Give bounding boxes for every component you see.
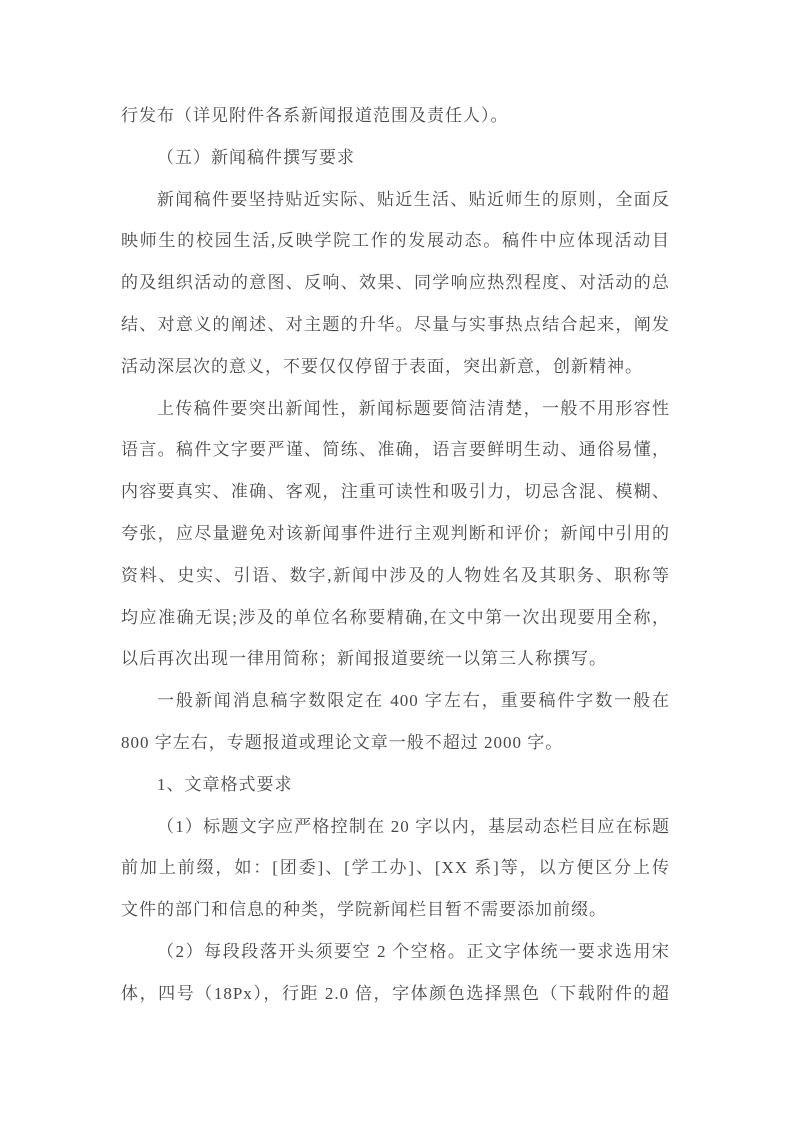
text-line: 前加上前缀，如：[团委]、[学工办]、[XX 系]等，以方便区分上传 [121, 858, 670, 878]
text-line: 文件的部门和信息的种类，学院新闻栏目暂不需要添加前缀。 [121, 900, 607, 920]
text-line: 映师生的校园生活,反映学院工作的发展动态。稿件中应体现活动目 [121, 231, 670, 251]
text-line: 结、对意义的阐述、对主题的升华。尽量与实事热点结合起来，阐发 [121, 314, 670, 334]
text-line: 均应准确无误;涉及的单位名称要精确,在文中第一次出现要用全称， [121, 607, 670, 627]
document-text-block [121, 95, 670, 1015]
text-line: 800 字左右，专题报道或理论文章一般不超过 2000 字。 [121, 732, 564, 752]
text-line: 的及组织活动的意图、反响、效果、同学响应热烈程度、对活动的总 [121, 273, 670, 293]
text-line: （1）标题文字应严格控制在 20 字以内，基层动态栏目应在标题 [157, 816, 670, 836]
text-line: 以后再次出现一律用简称；新闻报道要统一以第三人称撰写。 [121, 649, 607, 669]
text-line: 体，四号（18Px），行距 2.0 倍，字体颜色选择黑色（下载附件的超 [121, 983, 670, 1003]
text-line: 新闻稿件要坚持贴近实际、贴近生活、贴近师生的原则，全面反 [157, 189, 670, 209]
text-line: 语言。稿件文字要严谨、简练、准确，语言要鲜明生动、通俗易懂， [121, 440, 670, 460]
text-line: 夸张，应尽量避免对该新闻事件进行主观判断和评价；新闻中引用的 [121, 523, 670, 543]
text-line: 上传稿件要突出新闻性，新闻标题要简洁清楚，一般不用形容性 [157, 398, 670, 418]
numbered-heading: 1、文章格式要求 [157, 774, 293, 794]
text-line: 活动深层次的意义，不要仅仅停留于表面，突出新意，创新精神。 [121, 356, 643, 376]
text-line: （2）每段段落开头须要空 2 个空格。正文字体统一要求选用宋 [157, 941, 670, 961]
text-line: 行发布（详见附件各系新闻报道范围及责任人）。 [121, 106, 509, 125]
text-line: 内容要真实、准确、客观，注重可读性和吸引力，切忌含混、模糊、 [121, 482, 670, 502]
text-line: 一般新闻消息稿字数限定在 400 字左右，重要稿件字数一般在 [157, 691, 670, 711]
section-heading: （五）新闻稿件撰写要求 [157, 147, 355, 167]
text-line: 资料、史实、引语、数字,新闻中涉及的人物姓名及其职务、职称等 [121, 565, 670, 585]
